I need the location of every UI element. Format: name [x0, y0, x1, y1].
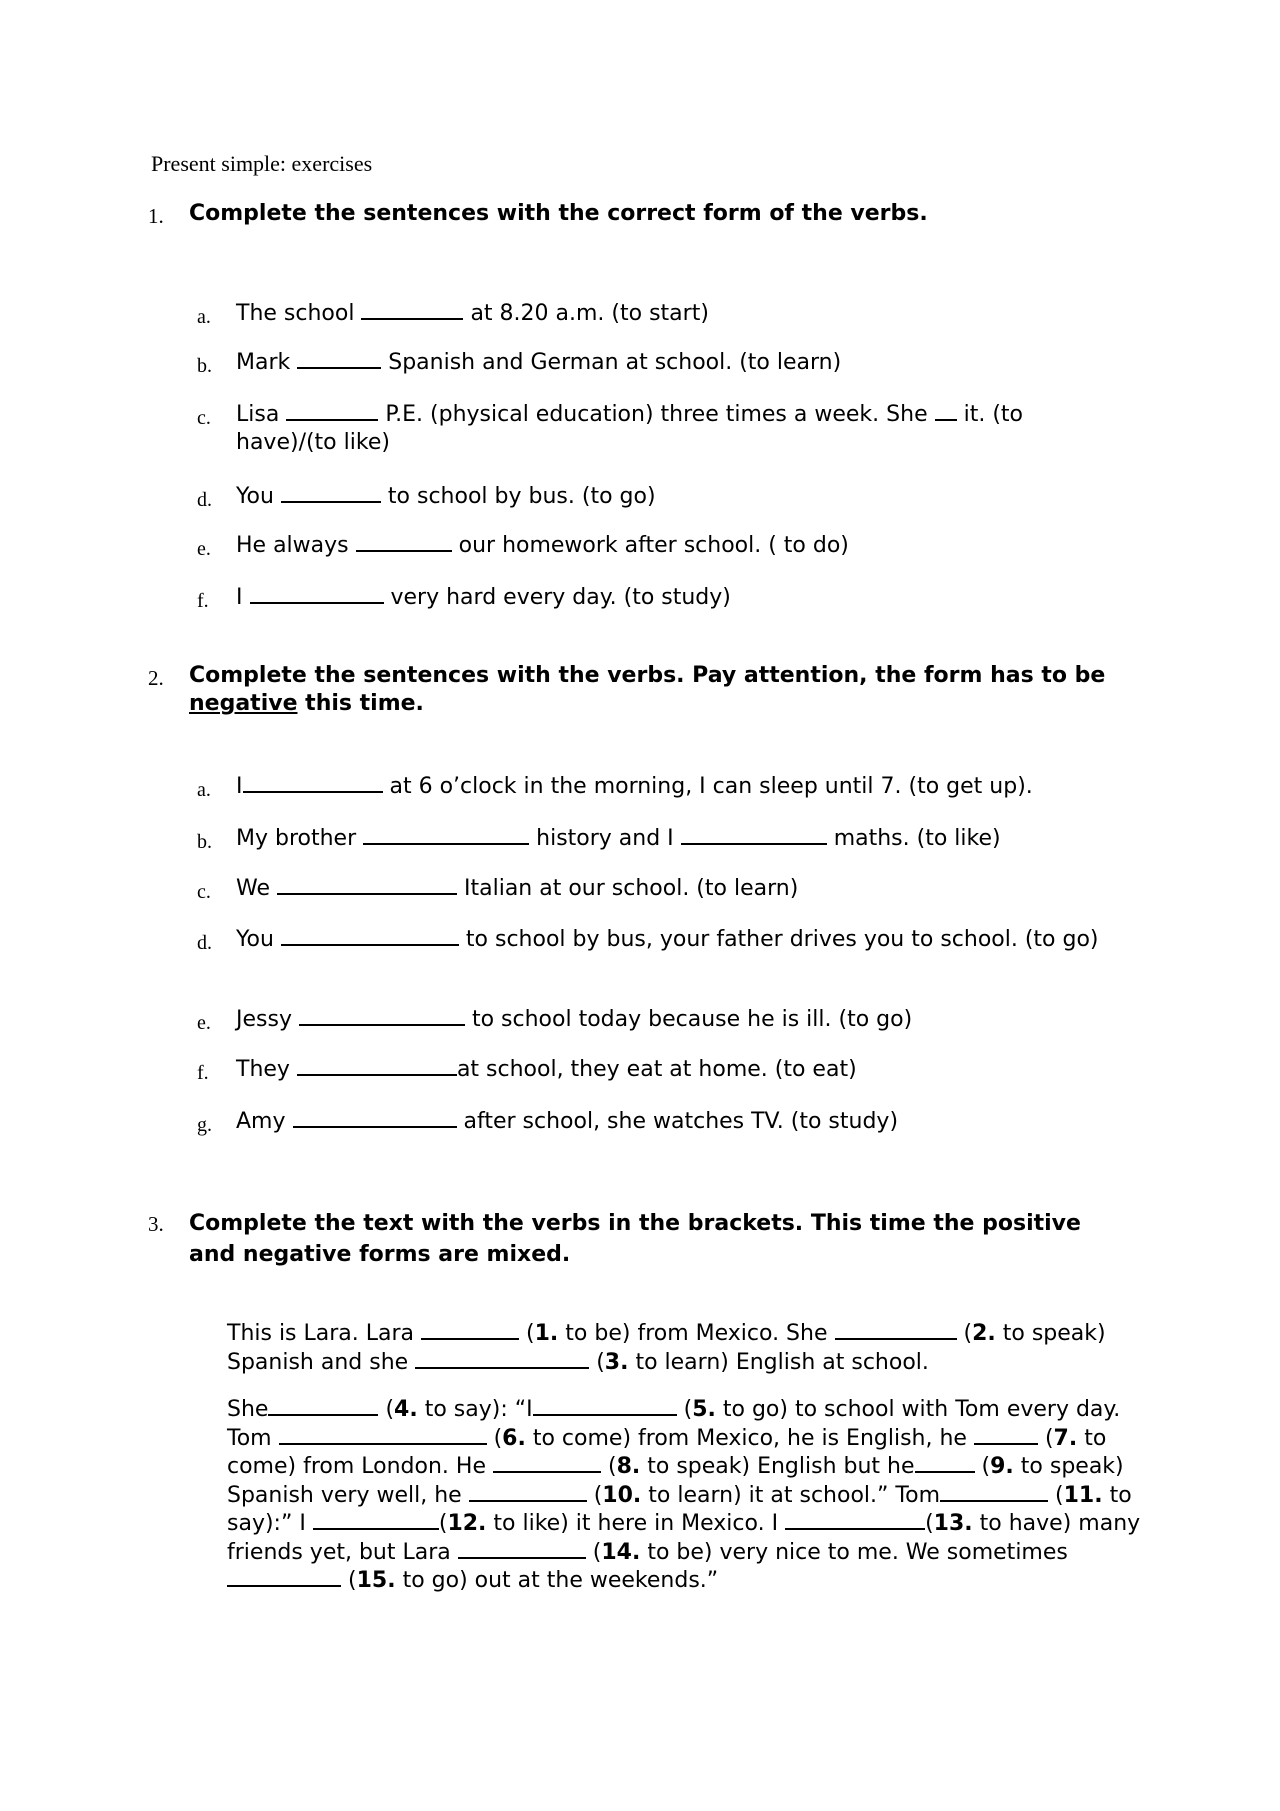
- item-text: history and I: [536, 826, 674, 851]
- para-text: to be) from Mexico. She: [565, 1321, 828, 1346]
- item-letter: b.: [197, 355, 212, 377]
- answer-blank[interactable]: [279, 1425, 487, 1445]
- item-text: Italian at our school. (to learn): [464, 876, 799, 901]
- answer-blank[interactable]: [835, 1320, 957, 1340]
- item-text: at school, they eat at home. (to eat): [456, 1057, 857, 1082]
- item-text: I: [236, 774, 243, 799]
- gap-number: 5.: [692, 1397, 716, 1422]
- item-text: to school today because he is ill. (to go): [471, 1007, 913, 1032]
- para-text: This is Lara. Lara: [227, 1321, 415, 1346]
- exercise-2-item-g: [197, 1108, 1117, 1136]
- answer-blank[interactable]: [293, 1108, 457, 1128]
- answer-blank[interactable]: [493, 1453, 601, 1473]
- gap-number: 6.: [502, 1425, 526, 1451]
- answer-blank[interactable]: [785, 1510, 925, 1530]
- gap-number: 2.: [972, 1321, 996, 1346]
- answer-blank[interactable]: [935, 401, 957, 421]
- exercise-number: 3.: [148, 1212, 164, 1236]
- item-text: He always: [236, 533, 349, 558]
- answer-blank[interactable]: [297, 1056, 457, 1076]
- exercise-instruction: Complete the text with the verbs in the brackets. This time the positive and negative forms are mixed.: [189, 1211, 1081, 1267]
- para-text: to like) it here in Mexico.: [493, 1511, 765, 1536]
- item-text: You: [236, 927, 274, 952]
- item-text: My brother: [236, 826, 357, 851]
- item-letter: d.: [197, 932, 212, 954]
- para-text: to go) out at the weekends.”: [402, 1568, 719, 1593]
- item-text: We: [236, 876, 270, 901]
- gap-number: 8.: [616, 1454, 641, 1479]
- item-letter: f.: [197, 1062, 209, 1084]
- exercise-2-item-c: [197, 875, 1117, 903]
- gap-number: 4.: [394, 1397, 418, 1422]
- answer-blank[interactable]: [458, 1539, 586, 1559]
- gap-number: 14.: [601, 1539, 641, 1565]
- answer-blank[interactable]: [297, 349, 381, 369]
- exercise-2-item-a: [197, 773, 1117, 801]
- answer-blank[interactable]: [313, 1510, 439, 1530]
- gap-number: 11.: [1063, 1482, 1103, 1508]
- exercise-1-item-d: [197, 483, 1117, 511]
- answer-blank[interactable]: [243, 773, 383, 793]
- answer-blank[interactable]: [286, 401, 378, 421]
- exercise-2-item-f: [197, 1056, 1117, 1084]
- exercise-1-item-b: [197, 349, 1117, 377]
- item-text: They: [236, 1057, 290, 1082]
- gap-number: 7.: [1053, 1425, 1078, 1451]
- answer-blank[interactable]: [415, 1349, 589, 1369]
- gap-number: 12.: [447, 1511, 487, 1536]
- answer-blank[interactable]: [363, 825, 529, 845]
- item-letter: c.: [197, 407, 211, 429]
- para-text: Tom: [895, 1482, 941, 1508]
- answer-blank[interactable]: [533, 1396, 677, 1416]
- para-text: to come) from London. He: [227, 1425, 1107, 1479]
- answer-blank[interactable]: [915, 1453, 975, 1473]
- gap-number: 13.: [933, 1511, 973, 1536]
- exercise-instruction: Complete the sentences with the correct form of the verbs.: [189, 201, 928, 226]
- item-text: Spanish and German at school. (to learn): [388, 350, 842, 375]
- exercise-number: 2.: [148, 666, 164, 690]
- item-text: Lisa: [236, 402, 280, 427]
- item-text: Amy: [236, 1109, 286, 1134]
- exercise-1-item-f: [197, 584, 1117, 612]
- item-letter: g.: [197, 1114, 212, 1136]
- exercise-1-item-c: [197, 401, 1117, 457]
- exercise-1-item-a: [197, 300, 1117, 328]
- item-text: I: [236, 585, 243, 610]
- gap-number: 9.: [990, 1454, 1014, 1479]
- item-text: very hard every day. (to study): [390, 585, 731, 610]
- item-letter: e.: [197, 538, 211, 560]
- item-letter: d.: [197, 489, 212, 511]
- para-text: to have) many friends yet, but Lara: [227, 1511, 1141, 1565]
- answer-blank[interactable]: [299, 1006, 465, 1026]
- para-text: to say):” I: [227, 1482, 1132, 1536]
- item-text: maths. (to like): [833, 826, 1001, 851]
- item-letter: e.: [197, 1012, 211, 1034]
- para-text: to learn) English at school.: [635, 1349, 929, 1375]
- item-letter: a.: [197, 306, 211, 328]
- item-text: P.E. (physical education) three times a week. She: [385, 402, 928, 427]
- gap-number: 15.: [356, 1568, 396, 1593]
- answer-blank[interactable]: [421, 1320, 519, 1340]
- exercise-3-heading: [148, 1208, 1108, 1270]
- answer-blank[interactable]: [469, 1482, 587, 1502]
- para-text: to speak) Spanish very well, he: [227, 1454, 1124, 1508]
- page-title: Present simple: exercises: [151, 151, 373, 176]
- para-text: I: [771, 1511, 779, 1536]
- exercise-2-item-e: [197, 1006, 1117, 1034]
- item-letter: f.: [197, 590, 209, 612]
- answer-blank[interactable]: [361, 300, 463, 320]
- para-text: to go) to school with Tom every day. Tom: [227, 1397, 1121, 1451]
- exercise-3-paragraph-1: This is Lara. Lara (1. to be) from Mexico. She (2. to speak) Spanish and she (3. to learn) English at school.: [227, 1321, 1106, 1375]
- para-text: to say): “I: [424, 1397, 533, 1422]
- item-text: at 6 o’clock in the morning, I can sleep until 7. (to get up).: [389, 774, 1033, 799]
- exercise-instruction: Complete the sentences with the verbs. Pay attention, the form has to be: [189, 663, 1106, 688]
- answer-blank[interactable]: [227, 1567, 341, 1587]
- item-text: after school, she watches TV. (to study): [463, 1109, 899, 1134]
- item-text: to school by bus, your father drives you to school. (to go): [465, 927, 1099, 952]
- para-text: to speak) Spanish and she: [227, 1321, 1106, 1375]
- item-text: our homework after school. ( to do): [458, 533, 849, 558]
- answer-blank[interactable]: [277, 875, 457, 895]
- exercise-2-heading: [148, 662, 1108, 718]
- answer-blank[interactable]: [250, 584, 384, 604]
- item-text: The school: [236, 301, 355, 326]
- exercise-1-item-e: [197, 532, 1117, 560]
- gap-number: 3.: [604, 1349, 629, 1375]
- answer-blank[interactable]: [281, 926, 459, 946]
- answer-blank[interactable]: [356, 532, 452, 552]
- answer-blank[interactable]: [281, 483, 381, 503]
- exercise-3-paragraph-2: She (4. to say): “I (5. to go) to school with Tom every day. Tom (6. to come) from Mexico, he is English, he (7. to come) from London. He (8. to speak) English but he (9. to speak) Spanish very well, he (10. to learn) it at school.” Tom (11. to say):” I (12. to like) it here in Mexico. I (13. to have) many friends yet, but Lara (14. to be) very nice to me. We sometimes (15. to go) out at the weekends.”: [227, 1397, 1141, 1593]
- answer-blank[interactable]: [940, 1482, 1048, 1502]
- answer-blank[interactable]: [681, 825, 827, 845]
- item-letter: b.: [197, 831, 212, 853]
- item-text: at 8.20 a.m. (to start): [470, 301, 709, 326]
- answer-blank[interactable]: [974, 1425, 1038, 1445]
- para-text: to speak) English but he: [647, 1454, 915, 1479]
- item-text: You: [236, 484, 274, 509]
- gap-number: 1.: [534, 1321, 559, 1346]
- gap-number: 10.: [602, 1482, 642, 1508]
- answer-blank[interactable]: [268, 1396, 378, 1416]
- item-text: Jessy: [236, 1007, 292, 1032]
- exercise-1-heading: [148, 200, 1108, 228]
- exercise-instruction: this time.: [305, 691, 424, 716]
- underlined-word: negative: [189, 691, 298, 716]
- exercise-number: 1.: [148, 204, 164, 228]
- item-text: Mark: [236, 350, 291, 375]
- exercise-2-item-d: [197, 926, 1117, 954]
- item-letter: c.: [197, 881, 211, 903]
- item-letter: a.: [197, 779, 211, 801]
- para-text: She: [227, 1397, 269, 1422]
- item-text: to school by bus. (to go): [387, 484, 656, 509]
- para-text: to learn) it at school.”: [648, 1482, 889, 1508]
- para-text: to be) very nice to me. We sometimes: [647, 1539, 1068, 1565]
- para-text: to come) from Mexico, he is English, he: [532, 1425, 967, 1451]
- exercise-2-item-b: [197, 825, 1117, 853]
- item-text: it. (to have)/(to like): [236, 402, 1024, 455]
